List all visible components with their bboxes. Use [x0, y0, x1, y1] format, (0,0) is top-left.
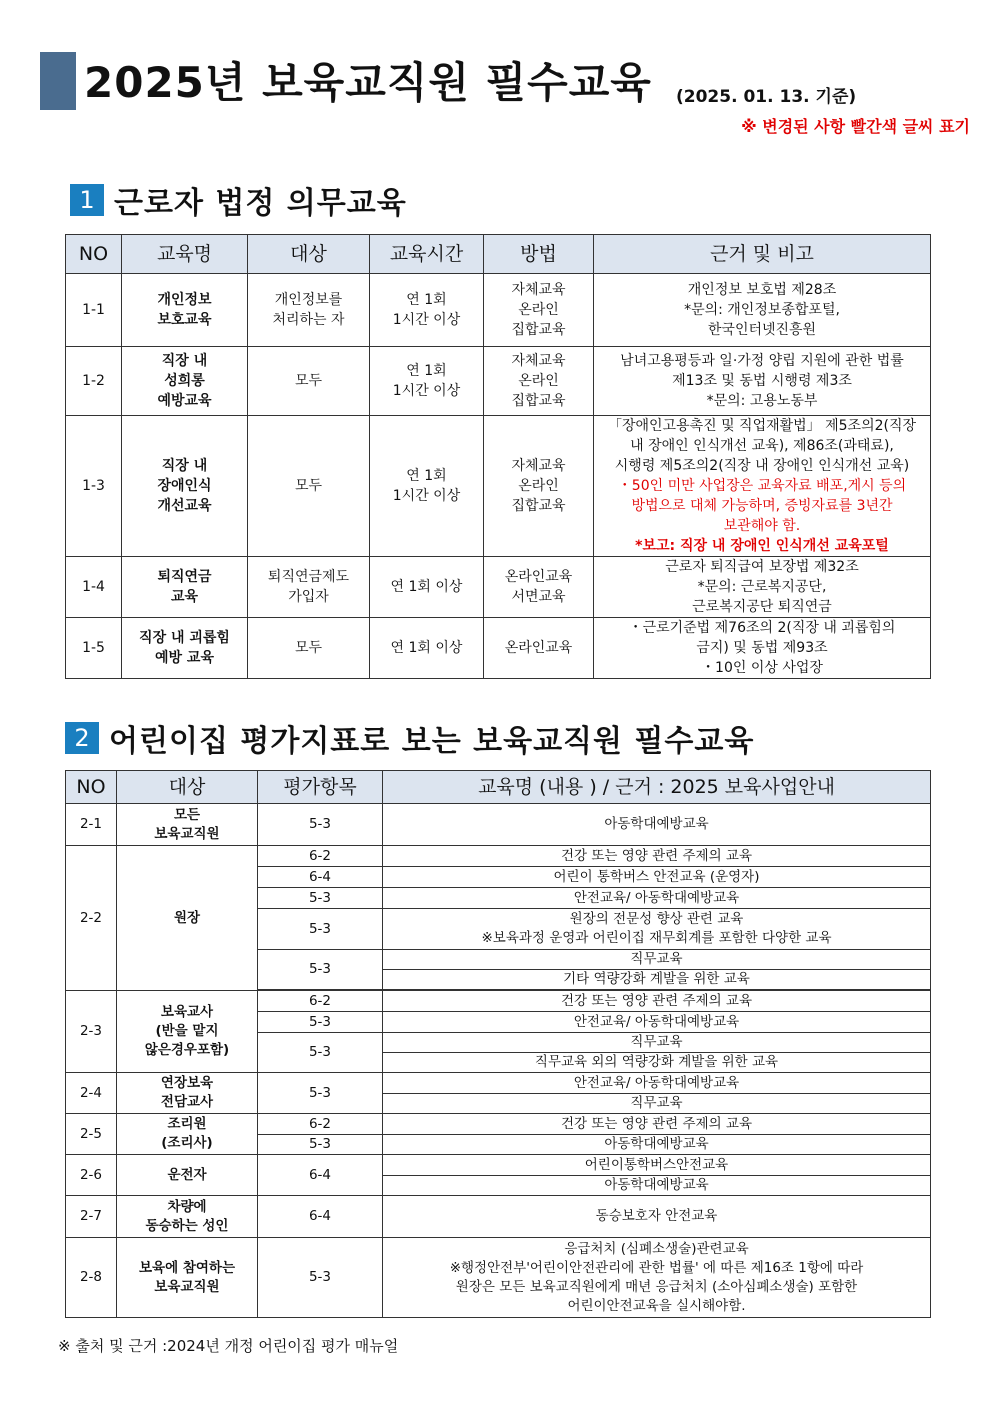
- change-notice: ※ 변경된 사항 빨간색 글씨 표기: [741, 117, 970, 136]
- col-header: NO: [66, 771, 117, 804]
- edu-target: 퇴직연금제도 가입자: [248, 557, 370, 618]
- edu-time: 연 1회 이상: [370, 557, 484, 618]
- table-row: [66, 1238, 931, 1318]
- eval-item: 6-4: [258, 1155, 383, 1196]
- row-no: 2-2: [66, 846, 117, 991]
- table-header-row: [66, 771, 931, 804]
- edu-content: 어린이 통학버스 안전교육 (운영자): [383, 867, 931, 888]
- edu-content: 건강 또는 영양 관련 주제의 교육: [383, 846, 931, 867]
- edu-content: 직무교육: [383, 1094, 931, 1114]
- edu-method: 온라인교육: [484, 618, 594, 679]
- row-no: 1-1: [66, 274, 122, 347]
- edu-basis: ・근로기준법 제76조의 2(직장 내 괴롭힘의 금지) 및 동법 제93조 ・10인 이상 사업장: [594, 618, 931, 679]
- eval-item: 5-3: [258, 1073, 383, 1114]
- edu-method: 자체교육 온라인 집합교육: [484, 274, 594, 347]
- edu-name: 퇴직연금 교육: [122, 557, 248, 618]
- edu-content: 어린이통학버스안전교육: [383, 1155, 931, 1176]
- edu-basis-text: 「장애인고용촉진 및 직업재활법」 제5조의2(직장 내 장애인 인식개선 교육), 제86조(과태료), 시행령 제5조의2(직장 내 장애인 인식개선 교육): [607, 418, 917, 474]
- edu-content: 아동학대예방교육: [383, 1135, 931, 1155]
- eval-item: 5-3: [258, 804, 383, 846]
- edu-content: 직무교육: [383, 1033, 931, 1053]
- target: 모든 보육교직원: [117, 804, 258, 846]
- section2-title: 어린이집 평가지표로 보는 보육교직원 필수교육: [109, 724, 755, 759]
- target: 운전자: [117, 1155, 258, 1196]
- edu-content: 응급처치 (심폐소생술)관련교육 ※행정안전부'어린이안전관리에 관한 법률' 에 따른 제16조 1항에 따라 원장은 모든 보육교직원에게 매년 응급처치 (소아심폐소생술) 포함한 어린이안전교육을 실시해야함.: [383, 1238, 931, 1318]
- edu-name: 직장 내 장애인식 개선교육: [122, 416, 248, 557]
- target: 보육에 참여하는 보육교직원: [117, 1238, 258, 1318]
- edu-method: 자체교육 온라인 집합교육: [484, 416, 594, 557]
- table-row: [66, 846, 931, 867]
- table-row: [66, 1196, 931, 1238]
- eval-item: 5-3: [258, 888, 383, 909]
- title-accent-bar: [40, 52, 76, 110]
- edu-time: 연 1회 이상: [370, 618, 484, 679]
- edu-target: 개인정보를 처리하는 자: [248, 274, 370, 347]
- edu-content: 동승보호자 안전교육: [383, 1196, 931, 1238]
- eval-item: 5-3: [258, 1135, 383, 1155]
- section1-title: 근로자 법정 의무교육: [114, 186, 407, 221]
- row-no: 2-6: [66, 1155, 117, 1196]
- edu-name: 개인정보 보호교육: [122, 274, 248, 347]
- col-header: 근거 및 비고: [594, 235, 931, 274]
- edu-content: 아동학대예방교육: [383, 1176, 931, 1196]
- col-header: 방법: [484, 235, 594, 274]
- row-no: 2-5: [66, 1114, 117, 1155]
- eval-item: 6-2: [258, 1114, 383, 1135]
- table-row: [66, 416, 931, 557]
- edu-content: 건강 또는 영양 관련 주제의 교육: [383, 1114, 931, 1135]
- table-row: [66, 557, 931, 618]
- legal-education-table: [65, 234, 931, 679]
- edu-time: 연 1회 1시간 이상: [370, 347, 484, 416]
- eval-item: 6-2: [258, 991, 383, 1012]
- col-header: 대상: [248, 235, 370, 274]
- edu-content: 원장의 전문성 향상 관련 교육 ※보육과정 운영과 어린이집 재무회계를 포함한 다양한 교육: [383, 909, 931, 950]
- eval-item: 6-4: [258, 867, 383, 888]
- table-row: [66, 1114, 931, 1135]
- edu-time: 연 1회 1시간 이상: [370, 274, 484, 347]
- section1-number: 1: [70, 184, 104, 216]
- table-header-row: [66, 235, 931, 274]
- edu-time: 연 1회 1시간 이상: [370, 416, 484, 557]
- edu-content: 안전교육/ 아동학대예방교육: [383, 1012, 931, 1033]
- edu-content: 기타 역량강화 계발을 위한 교육: [383, 970, 931, 990]
- eval-item: 6-4: [258, 1196, 383, 1238]
- col-header: 평가항목: [258, 771, 383, 804]
- eval-item: 5-3: [258, 950, 383, 990]
- table-row: [66, 347, 931, 416]
- edu-method: 온라인교육 서면교육: [484, 557, 594, 618]
- eval-item: 5-3: [258, 1033, 383, 1073]
- edu-basis: 근로자 퇴직급여 보장법 제32조 *문의: 근로복지공단, 근로복지공단 퇴직연금: [594, 557, 931, 618]
- title-date: (2025. 01. 13. 기준): [676, 87, 857, 107]
- col-header: 대상: [117, 771, 258, 804]
- edu-basis: [594, 416, 931, 557]
- edu-name: 직장 내 괴롭힘 예방 교육: [122, 618, 248, 679]
- edu-content: 안전교육/ 아동학대예방교육: [383, 1073, 931, 1094]
- row-no: 2-3: [66, 991, 117, 1073]
- table-row: [66, 618, 931, 679]
- edu-method: 자체교육 온라인 집합교육: [484, 347, 594, 416]
- target: 원장: [117, 846, 258, 991]
- col-header: NO: [66, 235, 122, 274]
- source-footnote: ※ 출처 및 근거 :2024년 개정 어린이집 평가 매뉴얼: [58, 1337, 399, 1355]
- target: 보육교사 (반을 맡지 않은경우포함): [117, 991, 258, 1073]
- edu-name: 직장 내 성희롱 예방교육: [122, 347, 248, 416]
- table-row: [66, 991, 931, 1012]
- page-title: 2025년 보육교직원 필수교육: [84, 58, 652, 107]
- table-row: [66, 1155, 931, 1176]
- eval-item: 6-2: [258, 846, 383, 867]
- edu-target: 모두: [248, 347, 370, 416]
- col-header: 교육시간: [370, 235, 484, 274]
- target: 연장보육 전담교사: [117, 1073, 258, 1114]
- section2-heading: [65, 716, 754, 760]
- col-header: 교육명: [122, 235, 248, 274]
- edu-basis: 남녀고용평등과 일·가정 양립 지원에 관한 법률 제13조 및 동법 시행령 제3조 *문의: 고용노동부: [594, 347, 931, 416]
- edu-basis-changed: ・50인 미만 사업장은 교육자료 배포,게시 등의 방법으로 대체 가능하며, 증빙자료를 3년간 보관해야 함.: [617, 478, 907, 534]
- col-header: 교육명 (내용 ) / 근거 : 2025 보육사업안내: [383, 771, 931, 804]
- edu-content: 직무교육 외의 역량강화 계발을 위한 교육: [383, 1053, 931, 1073]
- eval-item: 5-3: [258, 1238, 383, 1318]
- section2-number: 2: [65, 722, 99, 754]
- table-row: [66, 804, 931, 846]
- target: 조리원 (조리사): [117, 1114, 258, 1155]
- edu-basis: 개인정보 보호법 제28조 *문의: 개인정보종합포털, 한국인터넷진흥원: [594, 274, 931, 347]
- row-no: 2-1: [66, 804, 117, 846]
- row-no: 1-4: [66, 557, 122, 618]
- row-no: 2-8: [66, 1238, 117, 1318]
- edu-target: 모두: [248, 618, 370, 679]
- row-no: 2-7: [66, 1196, 117, 1238]
- evaluation-education-table: [65, 770, 931, 1318]
- edu-content: 안전교육/ 아동학대예방교육: [383, 888, 931, 909]
- edu-basis-report: *보고: 직장 내 장애인 인식개선 교육포털: [635, 538, 889, 554]
- eval-item: 5-3: [258, 909, 383, 950]
- edu-content: 아동학대예방교육: [383, 804, 931, 846]
- row-no: 1-3: [66, 416, 122, 557]
- row-no: 1-5: [66, 618, 122, 679]
- target: 차량에 동승하는 성인: [117, 1196, 258, 1238]
- row-no: 2-4: [66, 1073, 117, 1114]
- row-no: 1-2: [66, 347, 122, 416]
- section1-heading: [70, 178, 407, 222]
- table-row: [66, 1073, 931, 1094]
- edu-target: 모두: [248, 416, 370, 557]
- table-row: [66, 274, 931, 347]
- edu-content: 직무교육: [383, 950, 931, 970]
- eval-item: 5-3: [258, 1012, 383, 1033]
- edu-content: 건강 또는 영양 관련 주제의 교육: [383, 991, 931, 1012]
